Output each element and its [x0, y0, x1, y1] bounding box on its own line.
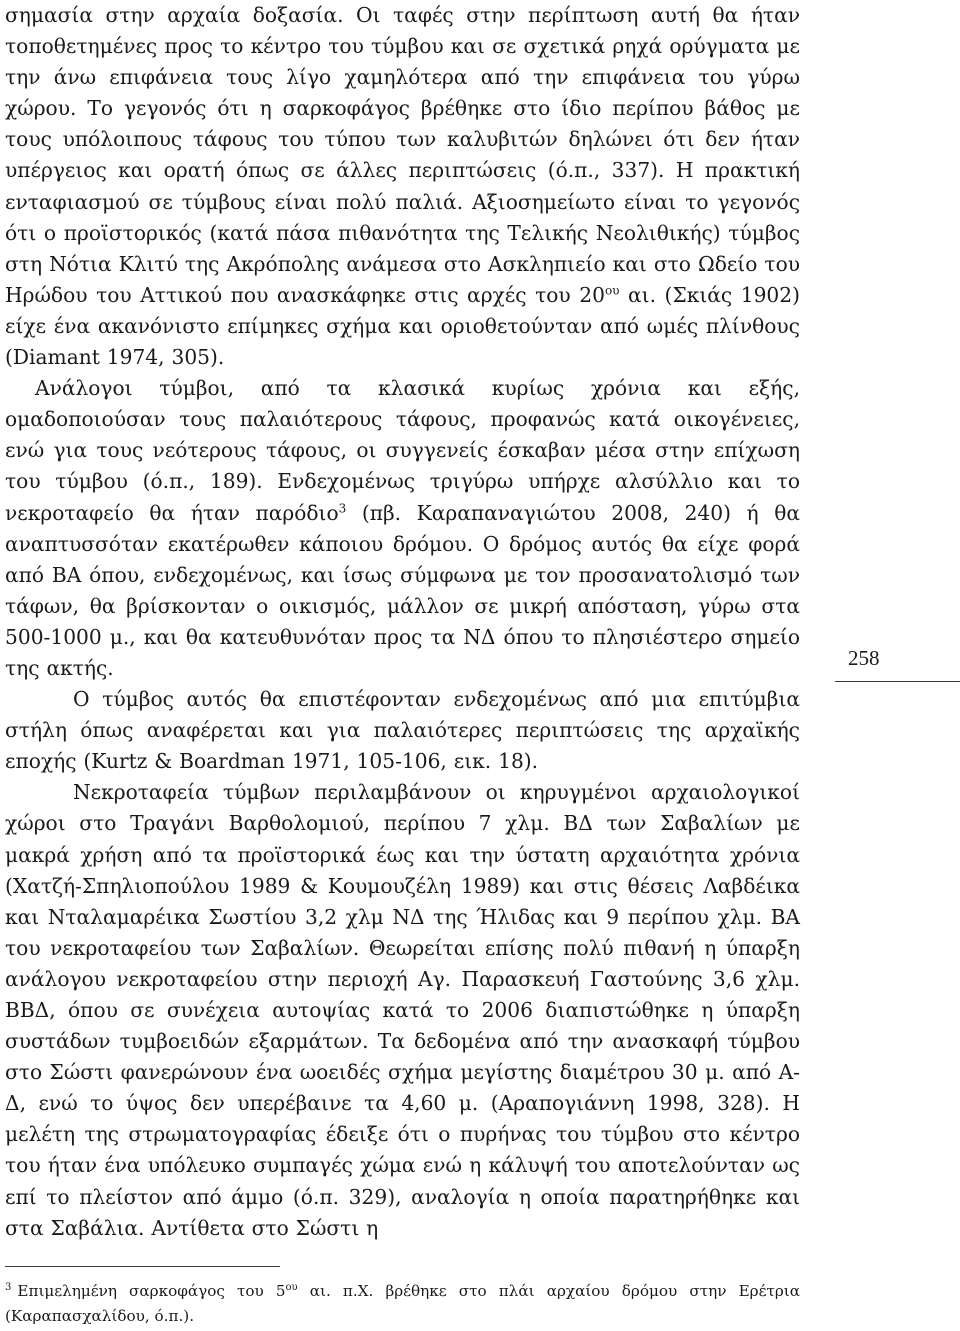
paragraph-text: (πβ. Καραπαναγιώτου 2008, 240) ή θα αναπτυσσόταν εκατέρωθεν κάποιου δρόμου. Ο δρόμος αυτός θα είχε φορά από ΒΑ όπου, ενδεχομένως, και ίσως σύμφωνα με τον προσανατολισμό των τάφων, θα βρίσκονταν ο οικισμός, μάλλον σε μικρή απόσταση, γύρω στα 500-1000 μ., και θα κατευθυνόταν προς τα ΝΔ όπου το πλησιέστερο σημείο της ακτής.: [5, 500, 801, 680]
paragraph-text: σημασία στην αρχαία δοξασία. Οι ταφές στην περίπτωση αυτή θα ήταν τοποθετημένες προς το κέντρο του τύμβου και σε σχετικά ρηχά ορύγματα με την άνω επιφάνεια τους λίγο χαμηλότερα από την επιφάνεια του γύρω χώρου. Το γεγονός ότι η σαρκοφάγος βρέθηκε στο ίδιο περίπου βάθος με τους υπόλοιπους τάφους του τύπου των καλυβιτών δηλώνει ότι δεν ήταν υπέργειος και ορατή όπως σε άλλες περιπτώσεις (ό.π., 337). Η πρακτική ενταφιασμού σε τύμβους είναι πολύ παλιά. Αξιοσημείωτο είναι το γεγονός ότι ο προϊστορικός (κατά πάσα πιθανότητα της Τελικής Νεολιθικής) τύμβος στη Νότια Κλιτύ της Ακρόπολης ανάμεσα στο Ασκληπιείο και στο Ωδείο του Ηρώδου του Αττικού που ανασκάφηκε στις αρχές του 20: [5, 3, 800, 307]
paragraph-text: Ανάλογοι τύμβοι, από τα κλασικά κυρίως χρόνια και εξής, ομαδοποιούσαν τους παλαιότερους τάφους, προφανώς κατά οικογένειες, ενώ για τους νεότερους τάφους, οι συγγενείς έσκαβαν μέσα στην επίχωση του τύμβου (ό.π., 189). Ενδεχομένως τριγύρω υπήρχε αλσύλλιο και το νεκροταφείο θα ήταν παρόδιο: [5, 376, 800, 525]
page-number-marker: [835, 641, 960, 682]
paragraph-1: [5, 0, 800, 373]
paragraph-text: αι. (Σκιάς 1902) είχε ένα ακανόνιστο επίμηκες σχήμα και οριοθετούνταν από ωμές πλίνθους (Diamant 1974, 305).: [5, 282, 800, 370]
paragraph-text: Ο τύμβος αυτός θα επιστέφονταν ενδεχομένως από μια επιτύμβια στήλη όπως αναφέρεται και για παλαιότερες περιπτώσεις της αρχαϊκής εποχής (Kurtz & Boardman 1971, 105-106, εικ. 18).: [5, 687, 800, 774]
paragraph-2: [5, 373, 800, 684]
footnote-divider: [5, 1266, 280, 1267]
body-text: [5, 0, 800, 1244]
superscript: ου: [285, 1281, 298, 1293]
superscript: ου: [604, 283, 620, 298]
footnote-reference[interactable]: 3: [338, 500, 347, 515]
page-number: 258: [848, 646, 880, 670]
footnote: [5, 1279, 800, 1329]
footnote-text: Επιμελημένη σαρκοφάγος του 5: [17, 1282, 286, 1300]
paragraph-4: [5, 777, 800, 1243]
footnote-marker: 3: [5, 1281, 12, 1293]
footnote-text: αι. π.Χ. βρέθηκε στο πλάι αρχαίου δρόμου στην Ερέτρια (Καραπασχαλίδου, ό.π.).: [5, 1282, 800, 1325]
paragraph-text: Νεκροταφεία τύμβων περιλαμβάνουν οι κηρυγμένοι αρχαιολογικοί χώροι στο Τραγάνι Βαρθολομιού, περίπου 7 χλμ. ΒΔ των Σαβαλίων με μακρά χρήση από τα προϊστορικά έως και την ύστατη αρχαιότητα χρόνια (Χατζή-Σπηλιοπούλου 1989 & Κουμουζέλη 1989) και στις θέσεις Λαβδέικα και Νταλαμαρέικα Σωστίου 3,2 χλμ ΝΔ της Ήλιδας και 9 περίπου χλμ. ΒΑ του νεκροταφείου των Σαβαλίων. Θεωρείται επίσης πολύ πιθανή η ύπαρξη ανάλογου νεκροταφείου στην περιοχή Αγ. Παρασκευή Γαστούνης 3,6 χλμ. ΒΒΔ, όπου σε συνέχεια αυτοψίας κατά το 2006 διαπιστώθηκε η ύπαρξη συστάδων τυμβοειδών εξαρμάτων. Τα δεδομένα από την ανασκαφή τύμβου στο Σώστι φανερώνουν ένα ωοειδές σχήμα μεγίστης διαμέτρου 30 μ. από Α-Δ, ενώ το ύψος δεν υπερέβαινε τα 4,60 μ. (Αραπογιάννη 1998, 328). Η μελέτη της στρωματογραφίας έδειξε ότι ο πυρήνας του τύμβου στο κέντρο του ήταν ένα υπόλευκο συμπαγές χώμα ενώ η κάλυψή του αποτελούνταν ως επί το πλείστον από άμμο (ό.π. 329), αναλογία η οποία παρατηρήθηκε και στα Σαβάλια. Αντίθετα στο Σώστι η: [5, 780, 800, 1240]
paragraph-3: [5, 684, 800, 777]
